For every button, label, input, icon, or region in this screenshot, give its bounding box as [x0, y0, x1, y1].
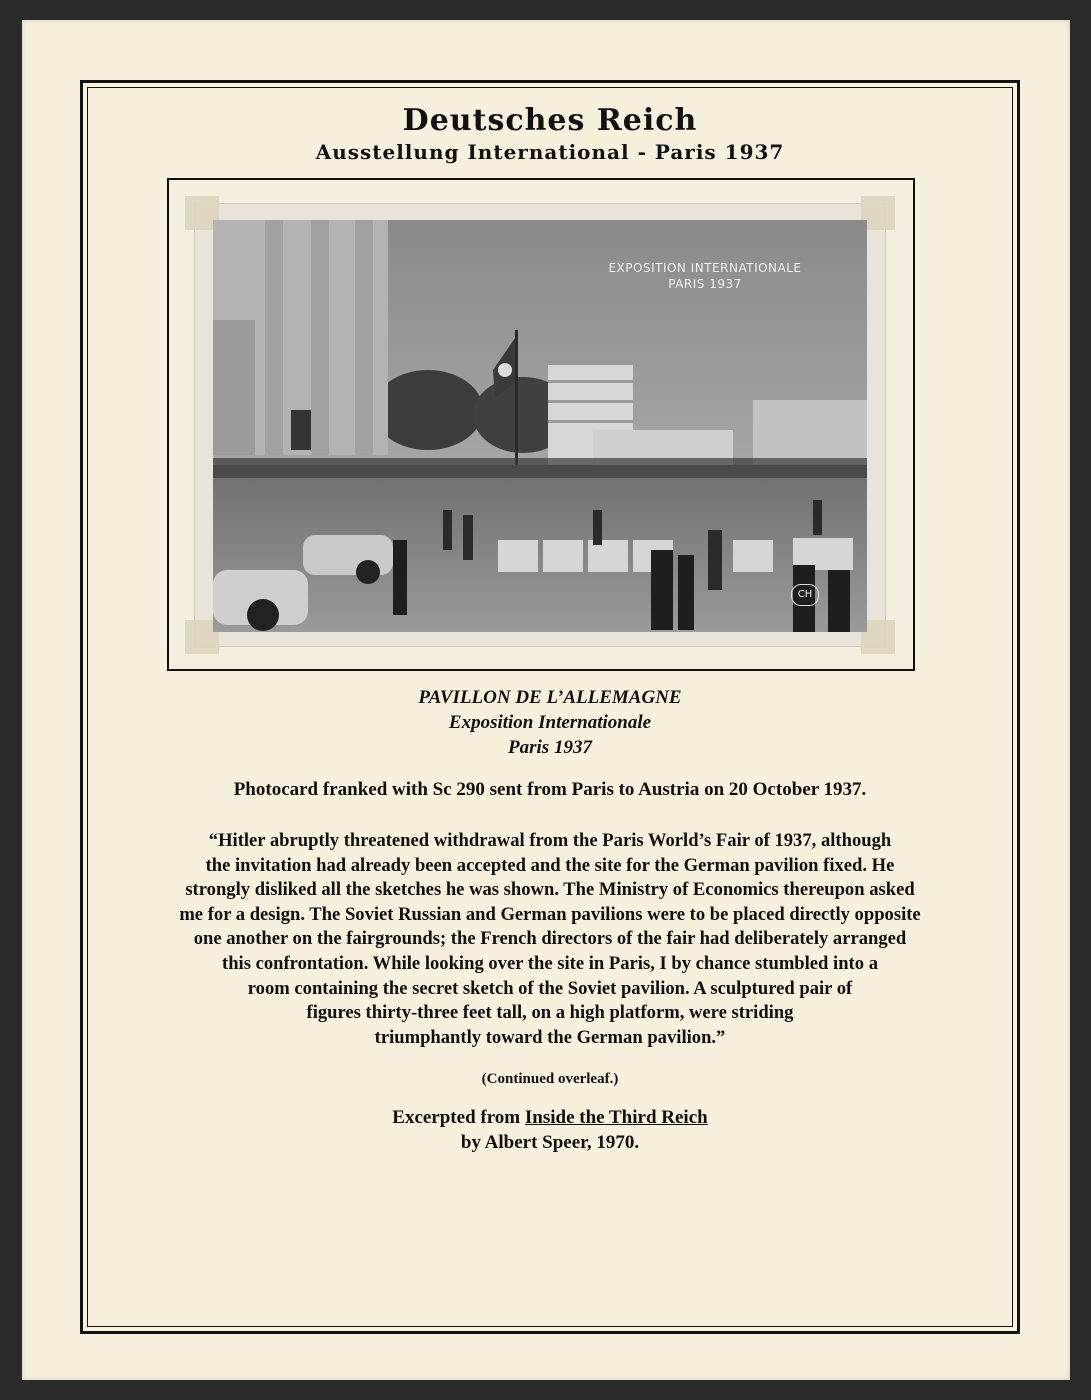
page-title: Deutsches Reich	[402, 103, 698, 138]
publisher-mark: CH	[791, 584, 819, 606]
caption-line2: Exposition Internationale	[448, 712, 652, 733]
continued-note: (Continued overleaf.)	[481, 1071, 619, 1087]
photo-overlay-text	[605, 260, 805, 292]
quote-line: triumphantly toward the German pavilion.”	[374, 1026, 726, 1048]
pavilion-photograph	[213, 220, 867, 632]
photo-overlay-line1: EXPOSITION INTERNATIONALE	[608, 261, 802, 275]
quote-block	[123, 829, 977, 1050]
photocard	[195, 204, 885, 646]
caption-line3: Paris 1937	[508, 737, 592, 758]
description: Photocard franked with Sc 290 sent from Paris to Austria on 20 October 1937.	[233, 779, 867, 800]
album-page	[22, 20, 1070, 1380]
book-title: Inside the Third Reich	[524, 1107, 708, 1128]
photo-caption	[83, 685, 1017, 760]
quote-line: strongly disliked all the sketches he was shown. The Ministry of Economics thereupon asked	[185, 879, 915, 901]
quote-line: “Hitler abruptly threatened withdrawal from the Paris World’s Fair of 1937, although	[208, 830, 892, 851]
quote-line: room containing the secret sketch of the Soviet pavilion. A sculptured pair of	[247, 977, 853, 999]
quote-line: figures thirty-three feet tall, on a high platform, were striding	[306, 1002, 794, 1024]
source-author: by Albert Speer, 1970.	[460, 1132, 640, 1153]
photo-overlay-line2: PARIS 1937	[668, 277, 742, 291]
page-subtitle: Ausstellung International - Paris 1937	[315, 140, 785, 164]
quote-line: me for a design. The Soviet Russian and German pavilions were to be placed directly opposite	[179, 903, 921, 925]
caption-line1: PAVILLON DE L’ALLEMAGNE	[418, 687, 682, 708]
source-citation	[83, 1105, 1017, 1155]
quote-line: one another on the fairgrounds; the French directors of the fair had deliberately arranged	[193, 928, 907, 950]
source-prefix: Excerpted from	[392, 1107, 525, 1128]
photo-mount	[167, 178, 915, 671]
page-border	[80, 80, 1020, 1334]
quote-line: this confrontation. While looking over the site in Paris, I by chance stumbled into a	[222, 952, 878, 974]
quote-line: the invitation had already been accepted and the site for the German pavilion fixed. He	[205, 854, 895, 876]
